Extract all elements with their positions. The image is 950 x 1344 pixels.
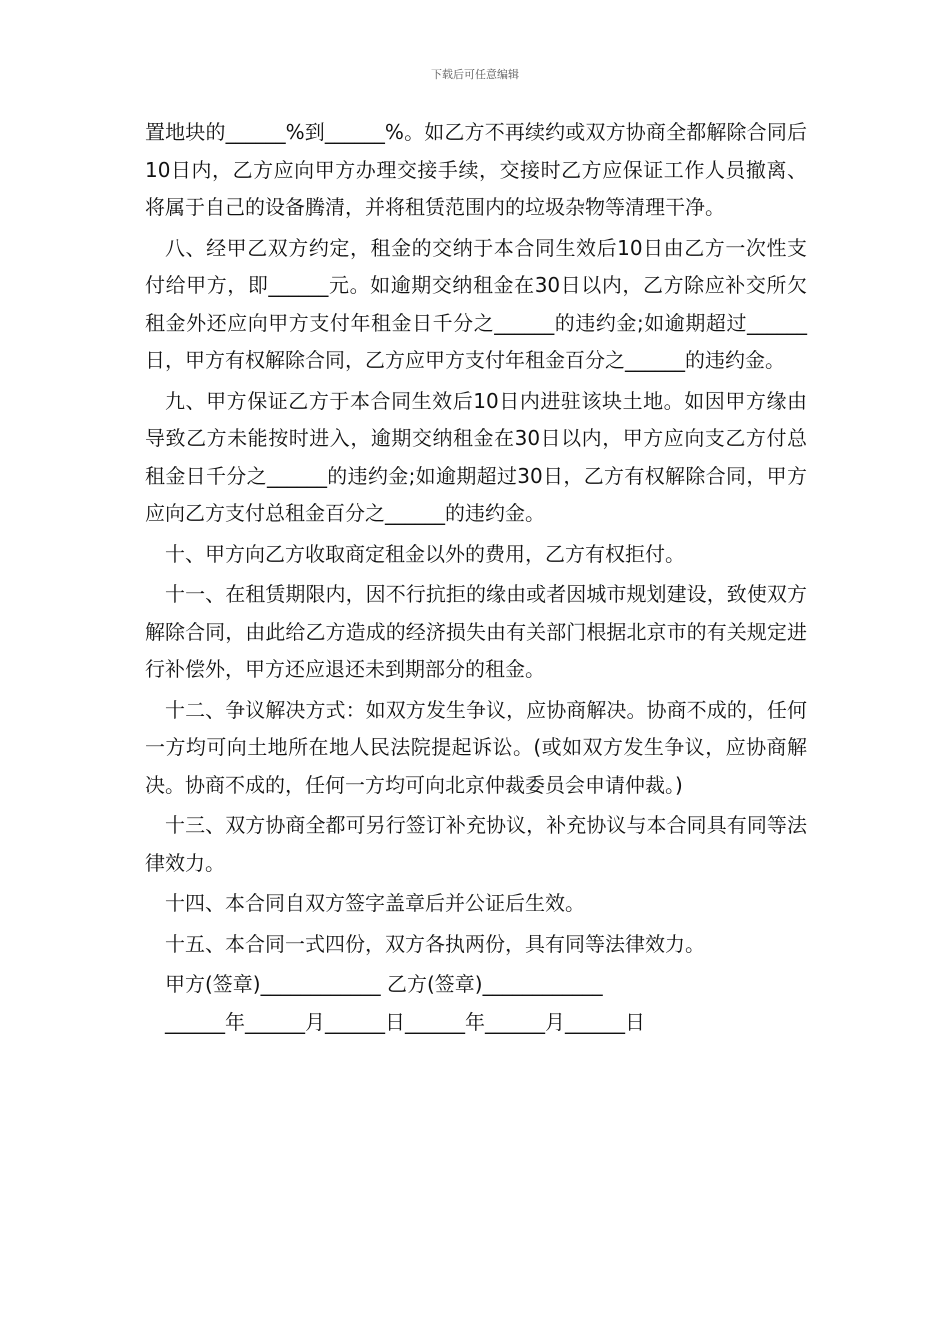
page-header: 下载后可任意编辑 (431, 68, 519, 81)
clause-12: 十二、争议解决方式：如双方发生争议，应协商解决。协商不成的，任何一方均可向土地所在地人民法院提起诉讼。(或如双方发生争议，应协商解决。协商不成的，任何一方均可向北京仲裁委员会申请仲裁。) (145, 697, 807, 797)
clause-13: 十三、双方协商全都可另行签订补充协议，补充协议与本合同具有同等法律效力。 (145, 813, 807, 875)
paragraph-continued: 置地块的______%到______%。如乙方不再续约或双方协商全都解除合同后10日内，乙方应向甲方办理交接手续，交接时乙方应保证工作人员撤离、将属于自己的设备腾清，并将租赁范围内的垃圾杂物等清理干净。 (145, 120, 807, 219)
signature-line: 甲方(签章)____________ 乙方(签章)____________ (165, 972, 603, 996)
clause-14: 十四、本合同自双方签字盖章后并公证后生效。 (165, 891, 585, 915)
clause-15: 十五、本合同一式四份，双方各执两份，具有同等法律效力。 (165, 931, 705, 956)
clause-8: 八、经甲乙双方约定，租金的交纳于本合同生效后10日由乙方一次性支付给甲方，即______元。如逾期交纳租金在30日以内，乙方除应补交所欠租金外还应向甲方支付年租金日千分之______的违约金;如逾期超过______日，甲方有权解除合同，乙方应甲方支付年租金百分之______的违约金。 (145, 235, 807, 372)
clause-11: 十一、在租赁期限内，因不行抗拒的缘由或者因城市规划建设，致使双方解除合同，由此给乙方造成的经济损失由有关部门根据北京市的有关规定进行补偿外，甲方还应退还未到期部分的租金。 (145, 582, 807, 681)
date-line: ______年______月______日______年______月______日 (165, 1009, 645, 1034)
clause-9: 九、甲方保证乙方于本合同生效后10日内进驻该块土地。如因甲方缘由导致乙方未能按时进入，逾期交纳租金在30日以内，甲方应向支乙方付总租金日千分之______的违约金;如逾期超过30日，乙方有权解除合同，甲方应向乙方支付总租金百分之______的违约金。 (145, 388, 807, 525)
clause-10: 十、甲方向乙方收取商定租金以外的费用，乙方有权拒付。 (165, 541, 685, 566)
contract-body (145, 114, 807, 1041)
